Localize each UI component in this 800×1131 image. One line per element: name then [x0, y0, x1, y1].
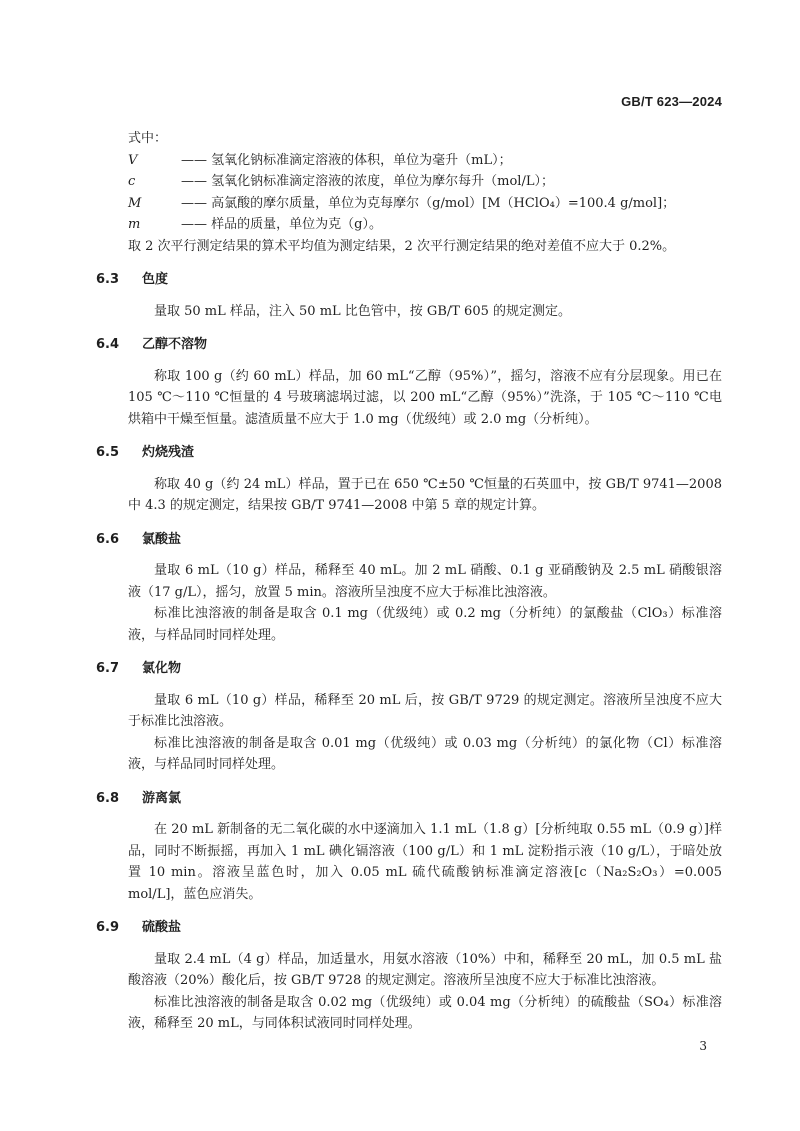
section-title: 乙醇不溶物	[142, 337, 208, 352]
section-paragraph: 量取 2.4 mL（4 g）样品，加适量水，用氨水溶液（10%）中和，稀释至 20 mL，加 0.5 mL 盐酸溶液（20%）酸化后，按 GB/T 9728 的规定测定。溶液所呈浊度不应大于标准比浊溶液。	[128, 951, 722, 988]
section-paragraph: 量取 50 mL 样品，注入 50 mL 比色管中，按 GB/T 605 的规定测定。	[154, 303, 571, 319]
section-heading	[96, 917, 722, 939]
variable-symbol: M	[128, 195, 142, 211]
result-note: 取 2 次平行测定结果的算术平均值为测定结果，2 次平行测定结果的绝对差值不应大于 0.2%。	[128, 238, 676, 254]
page-number: 3	[699, 1039, 707, 1053]
variable-row	[128, 150, 722, 172]
section-heading	[96, 442, 722, 464]
section-number: 6.9	[96, 920, 120, 935]
section-number: 6.6	[96, 531, 120, 547]
section-title: 氯酸盐	[142, 531, 182, 547]
section-heading	[96, 269, 722, 291]
section-heading	[96, 788, 722, 810]
sections-container	[96, 269, 722, 1035]
section-paragraph: 量取 6 mL（10 g）样品，稀释至 20 mL 后，按 GB/T 9729 的规定测定。溶液所呈浊度不应大于标准比浊溶液。	[128, 692, 722, 729]
document-body	[96, 128, 722, 1035]
section-number: 6.7	[96, 661, 120, 676]
section-title: 游离氯	[142, 790, 182, 806]
section-paragraph: 标准比浊溶液的制备是取含 0.02 mg（优级纯）或 0.04 mg（分析纯）的硫酸盐（SO₄）标准溶液，稀释至 20 mL，与同体积试液同时同样处理。	[128, 994, 722, 1031]
section-paragraph: 标准比浊溶液的制备是取含 0.1 mg（优级纯）或 0.2 mg（分析纯）的氯酸盐（ClO₃）标准溶液，与样品同时同样处理。	[128, 606, 722, 643]
variable-symbol: c	[128, 174, 136, 189]
variable-row	[128, 214, 722, 236]
section-title: 灼烧残渣	[142, 445, 195, 460]
section-title: 氯化物	[142, 661, 182, 676]
section-number: 6.8	[96, 790, 120, 806]
section-heading	[96, 334, 722, 356]
formula-intro: 式中：	[128, 131, 168, 146]
section-title: 硫酸盐	[142, 920, 182, 935]
variable-list	[128, 150, 722, 236]
section-number: 6.4	[96, 337, 120, 352]
variable-description: —— 氢氧化钠标准滴定溶液的浓度，单位为摩尔每升（mol/L）；	[181, 174, 554, 189]
section-number: 6.5	[96, 445, 120, 460]
variable-row	[128, 171, 722, 193]
section-number: 6.3	[96, 272, 120, 287]
section-paragraph: 称取 40 g（约 24 mL）样品，置于已在 650 ℃±50 ℃恒量的石英皿中，按 GB/T 9741—2008 中 4.3 的规定测定，结果按 GB/T 9741—2008 中第 5 章的规定计算。	[128, 476, 722, 513]
section-heading	[96, 658, 722, 680]
section-paragraph: 量取 6 mL（10 g）样品，稀释至 40 mL。加 2 mL 硝酸、0.1 g 亚硝酸钠及 2.5 mL 硝酸银溶液（17 g/L），摇匀，放置 5 min。溶液所呈浊度不应大于标准比浊溶液。	[128, 563, 722, 600]
variable-description: —— 高氯酸的摩尔质量，单位为克每摩尔（g/mol）[M（HClO₄）=100.4 g/mol]；	[181, 195, 676, 211]
section-paragraph: 称取 100 g（约 60 mL）样品，加 60 mL“乙醇（95%）”，摇匀，溶液不应有分层现象。用已在 105 ℃～110 ℃恒量的 4 号玻璃滤埚过滤，以 200 mL“乙醇（95%）”洗涤，于 105 ℃～110 ℃电烘箱中干燥至恒量。滤渣质量不应大于 1.0 mg（优级纯）或 2.0 mg（分析纯）。	[128, 368, 722, 427]
section-title: 色度	[142, 272, 169, 287]
variable-description: —— 样品的质量，单位为克（g）。	[181, 217, 382, 232]
variable-description: —— 氢氧化钠标准滴定溶液的体积，单位为毫升（mL）；	[181, 152, 512, 168]
standard-code: GB/T 623—2024	[621, 94, 722, 109]
variable-row	[128, 193, 722, 215]
section-paragraph: 在 20 mL 新制备的无二氧化碳的水中逐滴加入 1.1 mL（1.8 g）[分析纯取 0.55 mL（0.9 g）]样品，同时不断振摇，再加入 1 mL 碘化镉溶液（100 g/L）和 1 mL 淀粉指示液（10 g/L），于暗处放置 10 min。溶液呈蓝色时，加入 0.05 mL 硫代硫酸钠标准滴定溶液[c（Na₂S₂O₃）=0.005 mol/L]，蓝色应消失。	[128, 822, 722, 902]
section-heading	[96, 529, 722, 551]
variable-symbol: V	[128, 152, 138, 168]
section-paragraph: 标准比浊溶液的制备是取含 0.01 mg（优级纯）或 0.03 mg（分析纯）的氯化物（Cl）标准溶液，与样品同时同样处理。	[128, 735, 722, 772]
variable-symbol: m	[128, 217, 141, 232]
